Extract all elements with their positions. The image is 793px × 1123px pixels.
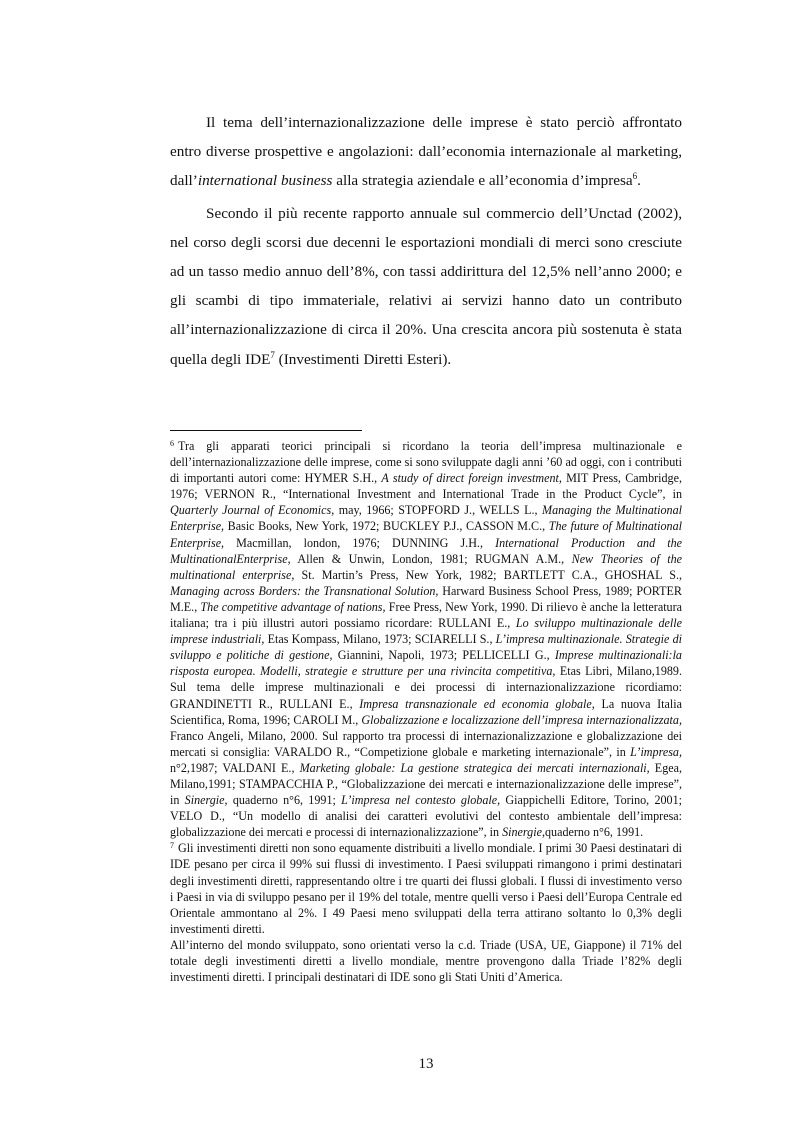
- footnote-6-title: Managing across Borders: the Transnational Solution,: [170, 583, 439, 598]
- footnote-6-title: New Theories of the multinational enterprise,: [170, 551, 682, 582]
- footnotes: [170, 438, 682, 985]
- body-paragraph-2: Secondo il più recente rapporto annuale sul commercio dell’Unctad (2002), nel corso degli scorsi due decenni le esportazioni mondiali di merci sono cresciute ad un tasso medio annuo dell’8%, con tassi addirittura del 12,5% nell’anno 2000; e gli scambi di tipo immateriale, relativi ai servizi hanno dato un contributo all’internazionalizzazione di circa il 20%. Una crescita ancora più sostenuta è stata quella degli IDE$^7$ (Investimenti Diretti Esteri).: [170, 204, 682, 368]
- footnote-6-text: Tra gli apparati teorici principali si ricordano la teoria dell’impresa multinazionale e dell’internazionalizzazione delle imprese, come si sono sviluppate dagli anni ’60 ad oggi, con i contributi di importanti autori come: HYMER S.H.,: [170, 439, 682, 486]
- footnote-6-title: L’impresa,: [630, 744, 682, 759]
- footnote-6-text: St. Martin’s Press, New York, 1982; BARTLETT C.A., GHOSHAL S.,: [294, 567, 682, 582]
- footnote-6-text: n°2,1987; VALDANI E.,: [170, 760, 300, 775]
- footnote-6-text: Giappichelli Editore, Torino, 2001; VELO D., “Un modello di analisi dei caratteri evolutivi del contesto ambientale dell’impresa: globalizzazione dei mercati e processi di internazionalizzazione”, in: [170, 793, 682, 840]
- footnote-6: [170, 438, 682, 840]
- footnote-6-text: Etas Kompass, Milano, 1973; SCIARELLI S.,: [264, 632, 496, 647]
- footnote-6-text: Macmillan, london, 1976; DUNNING J.H.,: [224, 535, 496, 550]
- footnote-6-text: Egea, Milano,1991; STAMPACCHIA P., “Globalizzazione dei mercati e internazionalizzazione delle imprese”, in: [170, 760, 682, 808]
- footnote-6-text: Harward Business School Press, 1989; PORTER M.E.,: [170, 583, 682, 614]
- footnote-6-title: Impresa transnazionale ed economia globale,: [359, 696, 595, 711]
- footnote-6-title: The competitive advantage of nations,: [200, 599, 386, 614]
- footnote-6-title: International Production and the MultinationalEnterprise,: [170, 535, 682, 566]
- page-number: 13: [418, 1056, 434, 1072]
- footnote-ref-6: 6: [632, 171, 638, 182]
- footnote-6-title: Globalizzazione e localizzazione dell’impresa internazionalizzata,: [361, 712, 682, 727]
- footnote-6-number: 6: [170, 439, 174, 448]
- footnote-6-title: Sinergie,: [184, 793, 228, 808]
- footnote-6-title: L’impresa nel contesto globale,: [341, 793, 501, 808]
- footnote-6-text: may, 1966; STOPFORD J., WELLS L.,: [334, 503, 543, 518]
- footnote-6-text: La nuova Italia Scientifica, Roma, 1996; CAROLI M.,: [170, 696, 682, 727]
- footnote-6-title: A study of direct foreign investment,: [381, 471, 562, 486]
- footnote-6-title: The future of Multinational Enterprise,: [170, 519, 682, 550]
- footnote-ref-7: 7: [270, 349, 275, 360]
- footnote-6-title: Lo sviluppo multinazionale delle imprese industriali,: [170, 616, 682, 647]
- emphasis-international-business: international business: [197, 172, 333, 190]
- footnote-6-title: Imprese multinazionali:la risposta europea. Modelli, strategie e strutture per una rivincita competitiva,: [170, 648, 682, 679]
- footnote-6-title: L’impresa multinazionale. Strategie di sviluppo e politiche di gestione,: [170, 632, 682, 663]
- document-page: [170, 0, 682, 1123]
- footnote-6-title: Sinergie,: [502, 825, 545, 840]
- body-paragraph-1: Il tema dell’internazionalizzazione delle imprese è stato perciò affrontato entro diverse prospettive e angolazioni: dall’economia internazionale al marketing, dall’international business alla strategia aziendale e all’economia d’impresa$^6$.: [170, 114, 682, 190]
- footnote-6-text: Franco Angeli, Milano, 2000. Sul rapporto tra processi di internazionalizzazione e globalizzazione dei mercati si consiglia: VARALDO R., “Competizione globale e marketing internazionale”, in: [170, 728, 682, 759]
- footnote-6-text: Allen & Unwin, London, 1981; RUGMAN A.M.,: [290, 551, 572, 566]
- footnote-7-number: 7: [170, 841, 174, 851]
- body-text: [170, 108, 682, 374]
- footnote-separator: [170, 430, 362, 431]
- footnote-6-text: Giannini, Napoli, 1973; PELLICELLI G.,: [332, 648, 555, 663]
- footnote-6-text: quaderno n°6, 1991;: [227, 793, 342, 808]
- footnote-6-text: Free Press, New York, 1990. Di rilievo è anche la letteratura italiana; tra i più illustri autori possiamo ricordare: RULLANI E.,: [170, 599, 683, 631]
- footnote-6-text: Etas Libri, Milano,1989. Sul tema delle imprese multinazionali e dei processi di internazionalizzazione ricordiamo: GRANDINETTI R., RULLANI E.,: [170, 664, 682, 711]
- footnote-6-title: Managing the Multinational Enterprise,: [170, 503, 682, 534]
- footnote-7-continued: All’interno del mondo sviluppato, sono orientati verso la c.d. Triade (USA, UE, Giappone) il 71% del totale degli investimenti diretti a livello mondiale, mentre provengono dalla Triade l’82% degli investimenti diretti. I principali destinatari di IDE sono gli Stati Uniti d’America.: [170, 937, 682, 985]
- footnote-6-title: Marketing globale: La gestione strategica dei mercati internazionali,: [299, 760, 650, 775]
- footnote-6-title: Quarterly Journal of Economics,: [170, 503, 335, 518]
- footnote-6-text: MIT Press, Cambridge, 1976; VERNON R., “International Investment and International Trade in the Product Cycle”, in: [170, 471, 682, 502]
- footnote-6-text: Basic Books, New York, 1972; BUCKLEY P.J., CASSON M.C.,: [224, 519, 549, 534]
- footnote-7: $^7$ Gli investimenti diretti non sono equamente distribuiti a livello mondiale. I primi 30 Paesi destinatari di IDE pesano per circa il 99% sui flussi di investimento. I Paesi sviluppati rimangono i primi destinatari degli investimenti diretti, rappresentando oltre i tre quarti dei flussi globali. I flussi di investimento verso i Paesi in via di sviluppo pesano per il 19% del totale, mentre quelli verso i Paesi dell’Europa Centrale ed Orientale ammontano al 2%. I 49 Paesi meno sviluppati della terra attirano soltanto lo 0,3% degli investimenti diretti.: [170, 841, 682, 936]
- footnote-6-text: quaderno n°6, 1991.: [544, 825, 644, 840]
